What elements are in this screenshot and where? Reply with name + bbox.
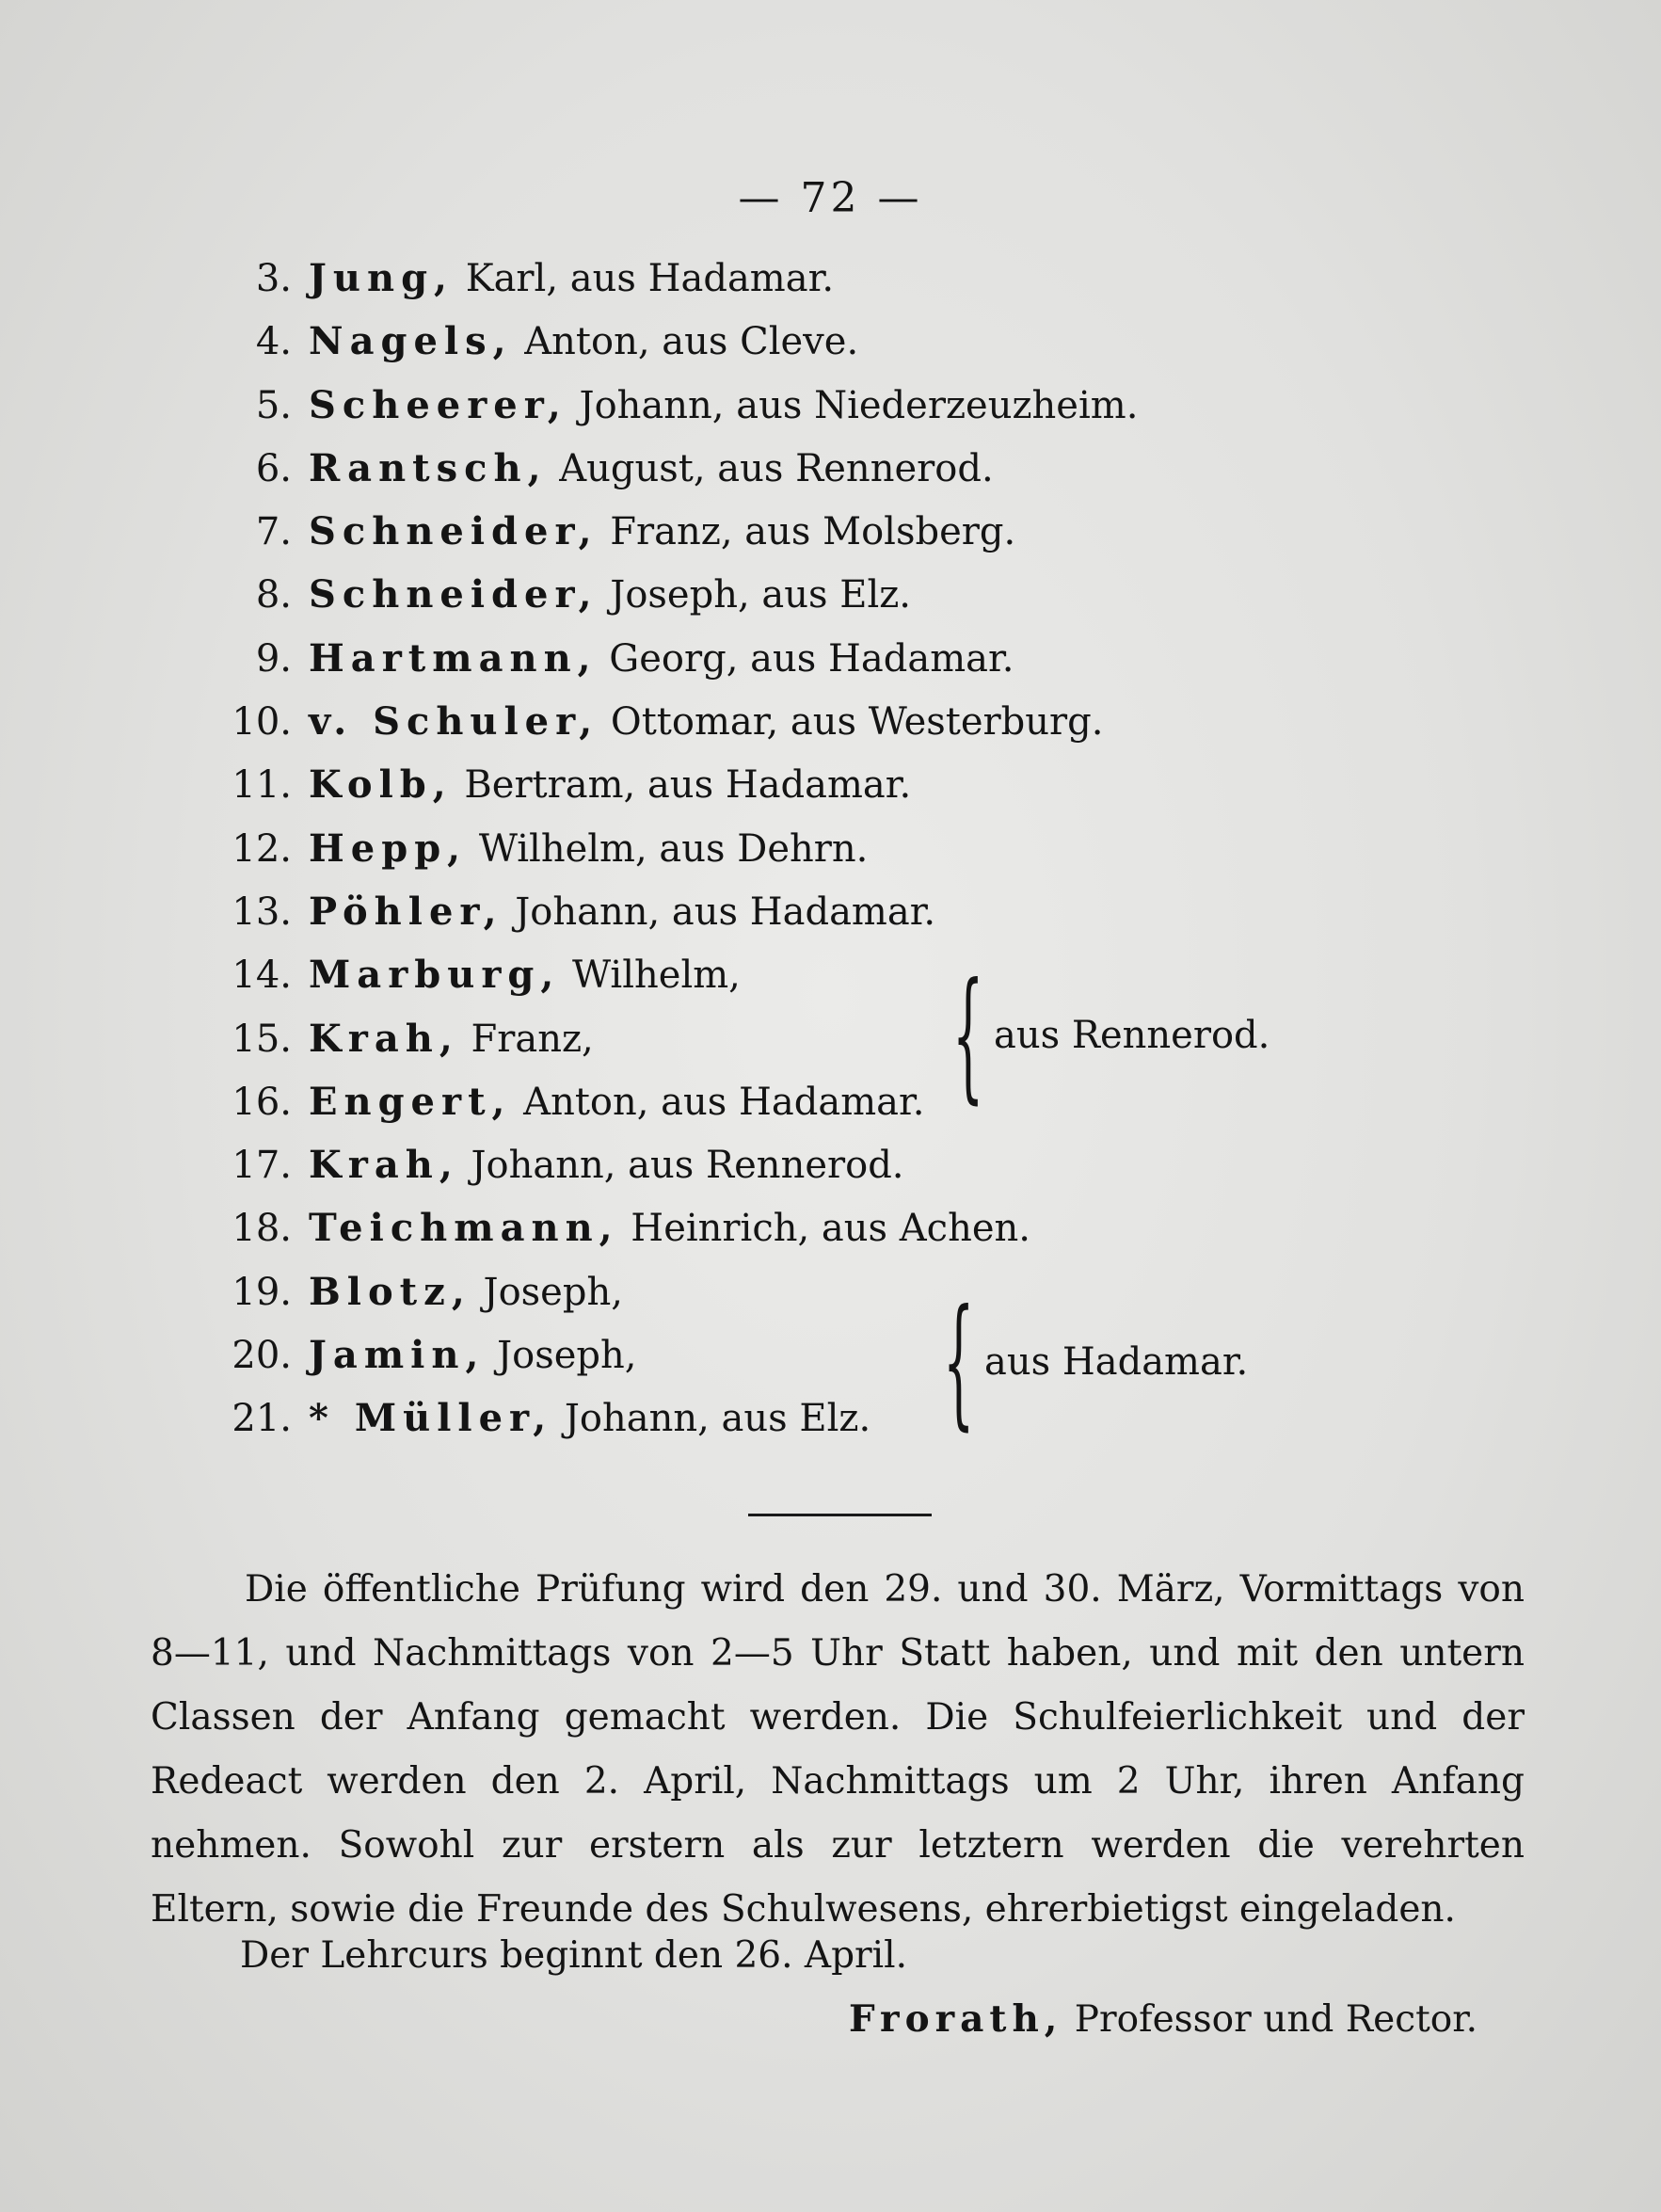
list-item (179, 1070, 1590, 1133)
item-number: 13. (232, 890, 292, 934)
list-item (179, 1196, 1590, 1259)
item-number: 10. (232, 700, 292, 745)
brace-icon: { (952, 954, 984, 1117)
list-item (179, 374, 1590, 437)
given-name-origin: Karl, aus Hadamar. (453, 257, 835, 300)
signature-name: Frorath, (849, 1997, 1063, 2041)
list-item (179, 880, 1590, 943)
surname: Rantsch, (309, 445, 548, 490)
item-number: 15. (232, 1017, 292, 1061)
surname: Hepp, (309, 825, 468, 871)
list-item (179, 1260, 1590, 1323)
list-item (179, 563, 1590, 626)
given-name-origin: Heinrich, aus Achen. (618, 1207, 1030, 1251)
list-item (179, 500, 1590, 563)
given-name-origin: Wilhelm, (560, 954, 741, 998)
item-number: 7. (255, 510, 292, 554)
group-origin-label: aus Hadamar. (984, 1340, 1249, 1384)
given-name-origin: Georg, aus Hadamar. (597, 636, 1014, 681)
group-origin-rennerod (952, 954, 1270, 1117)
given-name-origin: Wilhelm, aus Dehrn. (467, 826, 869, 871)
surname: Krah, (309, 1143, 459, 1188)
list-item (179, 943, 1590, 1006)
surname: Jamin, (309, 1333, 486, 1378)
course-start-line: Der Lehrcurs beginnt den 26. April. (240, 1934, 908, 1977)
surname: Pöhler, (309, 889, 503, 934)
list-item (179, 247, 1590, 310)
surname: v. Schuler, (309, 699, 599, 745)
surname: Marburg, (309, 953, 561, 998)
item-number: 8. (255, 573, 292, 617)
surname: Hartmann, (309, 635, 598, 681)
given-name-origin: Johann, aus Rennerod. (458, 1144, 904, 1188)
given-name-origin: Anton, aus Hadamar. (511, 1080, 925, 1124)
list-item (179, 437, 1590, 500)
surname: * Müller, (309, 1396, 553, 1441)
list-item (179, 690, 1590, 753)
brace-icon: { (943, 1280, 975, 1444)
item-number: 6. (255, 446, 292, 490)
list-item (179, 753, 1590, 816)
given-name-origin: Ottomar, aus Westerburg. (599, 700, 1104, 745)
list-item (179, 1323, 1590, 1387)
given-name-origin: Johann, aus Niederzeuzheim. (567, 383, 1139, 427)
item-number: 9. (255, 636, 292, 681)
item-number: 20. (232, 1334, 292, 1378)
page-number: — 72 — (738, 174, 923, 222)
signature (849, 1997, 1477, 2041)
section-divider (748, 1514, 932, 1516)
surname: Krah, (309, 1016, 459, 1061)
group-origin-label: aus Rennerod. (994, 1014, 1270, 1057)
item-number: 17. (232, 1144, 292, 1188)
given-name-origin: Franz, aus Molsberg. (598, 510, 1016, 554)
item-number: 14. (232, 954, 292, 998)
surname: Schneider, (309, 572, 599, 617)
given-name-origin: Johann, aus Hadamar. (503, 890, 936, 934)
given-name-origin: Franz, (458, 1017, 594, 1061)
list-item (179, 1007, 1590, 1070)
given-name-origin: Joseph, aus Elz. (598, 573, 912, 617)
item-number: 4. (255, 320, 292, 364)
item-number: 21. (232, 1397, 292, 1441)
surname: Schneider, (309, 509, 599, 554)
given-name-origin: Joseph, (471, 1270, 623, 1314)
surname: Teichmann, (309, 1206, 619, 1251)
surname: Scheerer, (309, 382, 567, 427)
given-name-origin: Anton, aus Cleve. (512, 320, 859, 364)
list-item (179, 1387, 1590, 1450)
group-origin-hadamar (943, 1280, 1249, 1444)
surname: Kolb, (309, 762, 453, 808)
surname: Engert, (309, 1079, 512, 1124)
list-item (179, 627, 1590, 690)
pupil-list (179, 247, 1590, 1451)
item-number: 16. (232, 1080, 292, 1124)
item-number: 11. (232, 763, 292, 808)
exam-notice-paragraph: Die öffentliche Prüfung wird den 29. und 30. März, Vormittags von 8—11, und Nachmittags von 2—5 Uhr Statt haben, und mit den untern Classen der Anfang gemacht werden. Die Schulfeierlichkeit und der Redeact werden den 2. April, Nachmittags um 2 Uhr, ihren Anfang nehmen. Sowohl zur erstern als zur letztern werden die verehrten Eltern, sowie die Freunde des Schulwesens, ehrerbietigst eingeladen. (151, 1568, 1525, 1931)
signature-title: Professor und Rector. (1062, 1998, 1477, 2041)
item-number: 19. (232, 1270, 292, 1314)
item-number: 3. (255, 257, 292, 300)
given-name-origin: Bertram, aus Hadamar. (452, 763, 912, 808)
surname: Blotz, (309, 1269, 471, 1314)
given-name-origin: Joseph, (485, 1334, 637, 1378)
list-item (179, 817, 1590, 880)
item-number: 5. (255, 383, 292, 427)
item-number: 18. (232, 1207, 292, 1251)
given-name-origin: Johann, aus Elz. (552, 1397, 871, 1441)
item-number: 12. (232, 826, 292, 871)
surname: Nagels, (309, 319, 513, 364)
list-item (179, 310, 1590, 373)
list-item (179, 1133, 1590, 1196)
given-name-origin: August, aus Rennerod. (547, 446, 994, 490)
surname: Jung, (309, 256, 454, 300)
